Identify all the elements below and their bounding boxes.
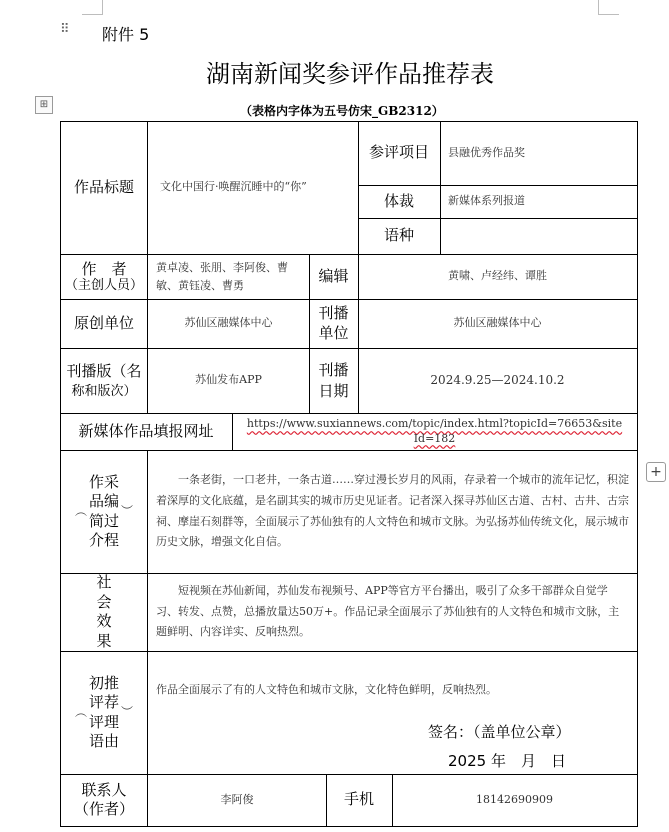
language-label: 语种	[383, 226, 414, 245]
language-value[interactable]	[440, 218, 637, 254]
pub-date-label-line1: 刊播	[318, 360, 349, 379]
pub-edition-label	[60, 348, 148, 413]
process-label-right: ︶	[121, 503, 134, 518]
work-title-value[interactable]: 文化中国行·唤醒沉睡中的“你”	[160, 180, 307, 194]
pub-unit-label-line2: 单位	[318, 323, 349, 342]
author-label-line1: 作 者	[81, 259, 127, 278]
process-label	[60, 450, 148, 573]
contact-label	[60, 774, 148, 826]
work-title-label: 作品标题	[73, 177, 134, 196]
phone-value[interactable]: 18142690909	[476, 792, 553, 806]
signature-line: 签名：（盖单位公章）	[428, 723, 571, 741]
process-label-col2: 采 编 过 程	[104, 472, 120, 549]
pub-edition-label-line2: 称和版次）	[71, 384, 137, 399]
process-label-col1: 作 品 简 介	[88, 472, 104, 549]
review-label-col2: 推 荐 理 由	[104, 673, 120, 750]
editor-label: 编辑	[318, 266, 349, 285]
page-title: 湖南新闻奖参评作品推荐表	[206, 60, 494, 88]
process-label-left: ︵	[74, 503, 87, 518]
sign-date: 2025 年 月 日	[448, 752, 566, 770]
pub-unit-label-line1: 刊播	[318, 304, 349, 322]
author-label-line2: （主创人员）	[64, 277, 143, 293]
category-value[interactable]: 县融优秀作品奖	[448, 145, 525, 159]
pub-date-label	[309, 348, 358, 413]
contact-label-line2: （作者）	[73, 800, 134, 818]
url-label: 新媒体作品填报网址	[78, 421, 214, 440]
drag-handle-icon[interactable]: ⠿	[60, 22, 70, 37]
effect-value[interactable]: 短视频在苏仙新闻，苏仙发布视频号、APP等官方平台播出，吸引了众多干部群众自觉学习、转发、点赞，总播放量达50万+。作品记录全面展示了苏仙独有的人文特色和城市文脉，主题鲜明、内容详实、反响热烈。	[156, 583, 620, 639]
pub-date-label-line2: 日期	[318, 381, 349, 400]
pub-edition-value[interactable]: 苏仙发布APP	[195, 373, 262, 387]
pub-unit-label	[309, 299, 358, 348]
url-value[interactable]	[232, 413, 637, 450]
url-link-line1[interactable]: https://www.suxiannews.com/topic/index.html?topicId=76653&site	[246, 417, 623, 431]
review-label-col1: 初 评 评 语	[88, 673, 104, 750]
page-subtitle: （表格内字体为五号仿宋_GB2312）	[240, 104, 444, 118]
phone-label: 手机	[343, 790, 374, 809]
author-label	[60, 254, 148, 299]
pub-unit-value[interactable]: 苏仙区融媒体中心	[453, 316, 542, 330]
table-anchor-icon[interactable]: ⊞	[35, 96, 53, 114]
orig-unit-value[interactable]: 苏仙区融媒体中心	[184, 316, 273, 330]
genre-label: 体裁	[383, 191, 414, 210]
page-corner-top-right	[598, 0, 619, 15]
contact-label-line1: 联系人	[81, 781, 127, 800]
contact-value[interactable]: 李阿俊	[220, 792, 254, 806]
orig-unit-label: 原创单位	[73, 313, 134, 332]
page-corner-top-left	[82, 0, 103, 15]
review-value[interactable]: 作品全面展示了有的人文特色和城市文脉，文化特色鲜明，反响热烈。	[156, 683, 497, 696]
editors-value[interactable]: 黄啸、卢经纬、谭胜	[448, 269, 547, 283]
add-column-button[interactable]: +	[646, 462, 666, 482]
process-value[interactable]: 一条老街，一口老井，一条古道……穿过漫长岁月的风雨，存录着一个城市的流年记忆，积淀着深厚的文化底蕴，是名副其实的城市历史见证者。记者深入探寻苏仙区古道、古村、古井、古宗祠、摩崖石刻群等，全面展示了苏仙独有的人文特色和城市文脉。为弘扬苏仙传统文化，展示城市历史文脉，增强文化自信。	[156, 472, 629, 549]
effect-label: 社 会 效 果	[96, 573, 112, 650]
pub-date-value[interactable]: 2024.9.25—2024.10.2	[430, 373, 565, 388]
attachment-label: 附件 5	[102, 25, 150, 44]
url-link-line2[interactable]: Id=182	[413, 431, 456, 445]
pub-edition-label-line1: 刊播版（名	[66, 361, 142, 380]
authors-value[interactable]: 黄卓凌、张朋、李阿俊、曹敏、黄钰凌、曹勇	[156, 261, 288, 292]
review-label: ︵ 初 评 评 语 推 荐 理 由 ︶	[74, 673, 134, 750]
genre-value[interactable]: 新媒体系列报道	[448, 194, 525, 208]
category-label: 参评项目	[368, 143, 429, 162]
